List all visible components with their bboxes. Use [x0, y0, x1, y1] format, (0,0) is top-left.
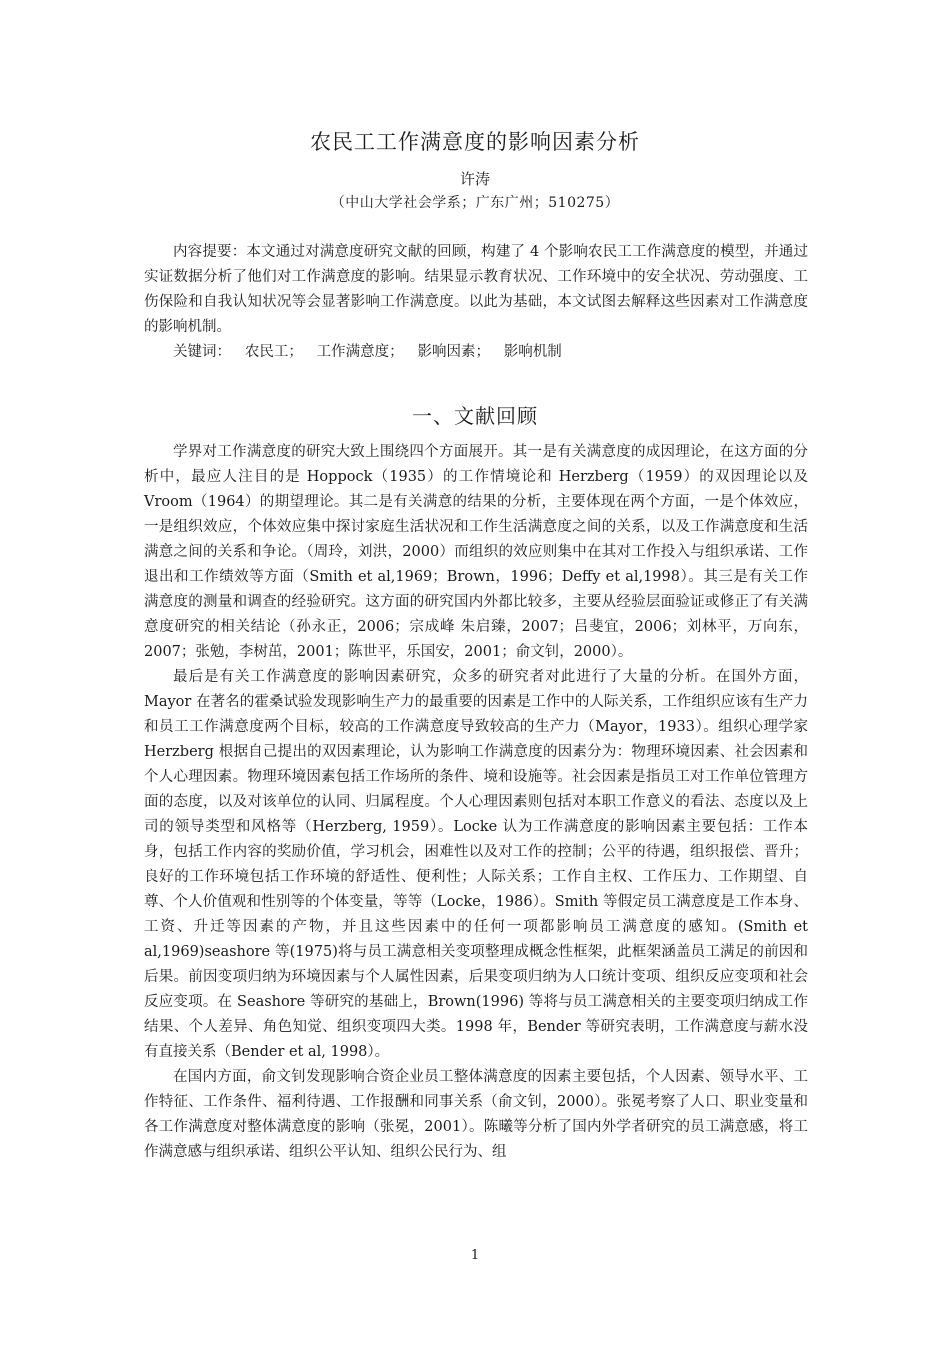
keywords: 关键词： 农民工； 工作满意度； 影响因素； 影响机制	[173, 344, 562, 360]
abstract: 内容提要：本文通过对满意度研究文献的回顾，构建了 4 个影响农民工工作满意度的模型，并通过实证数据分析了他们对工作满意度的影响。结果显示教育状况、工作环境中的安全状况、劳动强度、工伤保险和自我认知状况等会显著影响工作满意度。以此为基础，本文试图去解释这些因素对工作满意度的影响机制。	[144, 244, 808, 335]
author-affiliation: （中山大学社会学系；广东广州；510275）	[330, 195, 620, 211]
page-number: 1	[470, 1248, 480, 1263]
section-heading: 一、文献回顾	[412, 404, 538, 428]
author-name: 许涛	[459, 170, 490, 188]
body-paragraph-2: 最后是有关工作满意度的影响因素研究，众多的研究者对此进行了大量的分析。在国外方面，Mayor 在著名的霍桑试验发现影响生产力的最重要的因素是工作中的人际关系，工作组织应该有生产力和员工工作满意度两个目标，较高的工作满意度导致较高的生产力（Mayor，1933）。组织心理学家 Herzberg 根据自己提出的双因素理论，认为影响工作满意度的因素分为：物理环境因素、社会因素和个人心理因素。物理环境因素包括工作场所的条件、境和设施等。社会因素是指员工对工作单位管理方面的态度，以及对该单位的认同、归属程度。个人心理因素则包括对本职工作意义的看法、态度以及上司的领导类型和风格等（Herzberg, 1959）。Locke 认为工作满意度的影响因素主要包括：工作本身，包括工作内容的奖励价值，学习机会，困难性以及对工作的控制；公平的待遇，组织报偿、晋升；良好的工作环境包括工作环境的舒适性、便利性；人际关系；工作自主权、工作压力、工作期望、自尊、个人价值观和性别等的个体变量，等等（Locke，1986）。Smith 等假定员工满意度是工作本身、工资、升迁等因素的产物，并且这些因素中的任何一项都影响员工满意度的感知。(Smith et al,1969)seashore 等(1975)将与员工满意相关变项整理成概念性框架，此框架涵盖员工满足的前因和后果。前因变项归纳为环境因素与个人属性因素，后果变项归纳为人口统计变项、组织反应变项和社会反应变项。在 Seashore 等研究的基础上，Brown(1996) 等将与员工满意相关的主要变项归纳成工作结果、个人差异、角色知觉、组织变项四大类。1998 年，Bender 等研究表明，工作满意度与薪水没有直接关系（Bender et al, 1998）。	[144, 669, 808, 1060]
body-text	[144, 440, 808, 1165]
body-paragraph-3: 在国内方面，俞文钊发现影响合资企业员工整体满意度的因素主要包括，个人因素、领导水平、工作特征、工作条件、福利待遇、工作报酬和同事关系（俞文钊，2000）。张冕考察了人口、职业变量和各工作满意度对整体满意度的影响（张冕，2001）。陈曦等分析了国内外学者研究的员工满意感，将工作满意感与组织承诺、组织公平认知、组织公民行为、组	[144, 1069, 808, 1160]
paper-title: 农民工工作满意度的影响因素分析	[310, 130, 640, 154]
body-paragraph-1: 学界对工作满意度的研究大致上围绕四个方面展开。其一是有关满意度的成因理论，在这方面的分析中，最应人注目的是 Hoppock（1935）的工作情境论和 Herzberg（1959）的双因理论以及 Vroom（1964）的期望理论。其二是有关满意的结果的分析，主要体现在两个方面，一是个体效应，一是组织效应，个体效应集中探讨家庭生活状况和工作生活满意度之间的关系，以及工作满意度和生活满意之间的关系和争论。（周玲，刘洪，2000）而组织的效应则集中在其对工作投入与组织承诺、工作退出和工作绩效等方面（Smith et al,1969；Brown，1996；Deffy et al,1998）。其三是有关工作满意度的测量和调查的经验研究。这方面的研究国内外都比较多，主要从经验层面验证或修正了有关满意度研究的相关结论（孙永正，2006；宗成峰 朱启臻，2007；吕斐宜，2006；刘林平，万向东，2007；张勉，李树茁，2001；陈世平，乐国安，2001；俞文钊，2000）。	[144, 444, 808, 660]
